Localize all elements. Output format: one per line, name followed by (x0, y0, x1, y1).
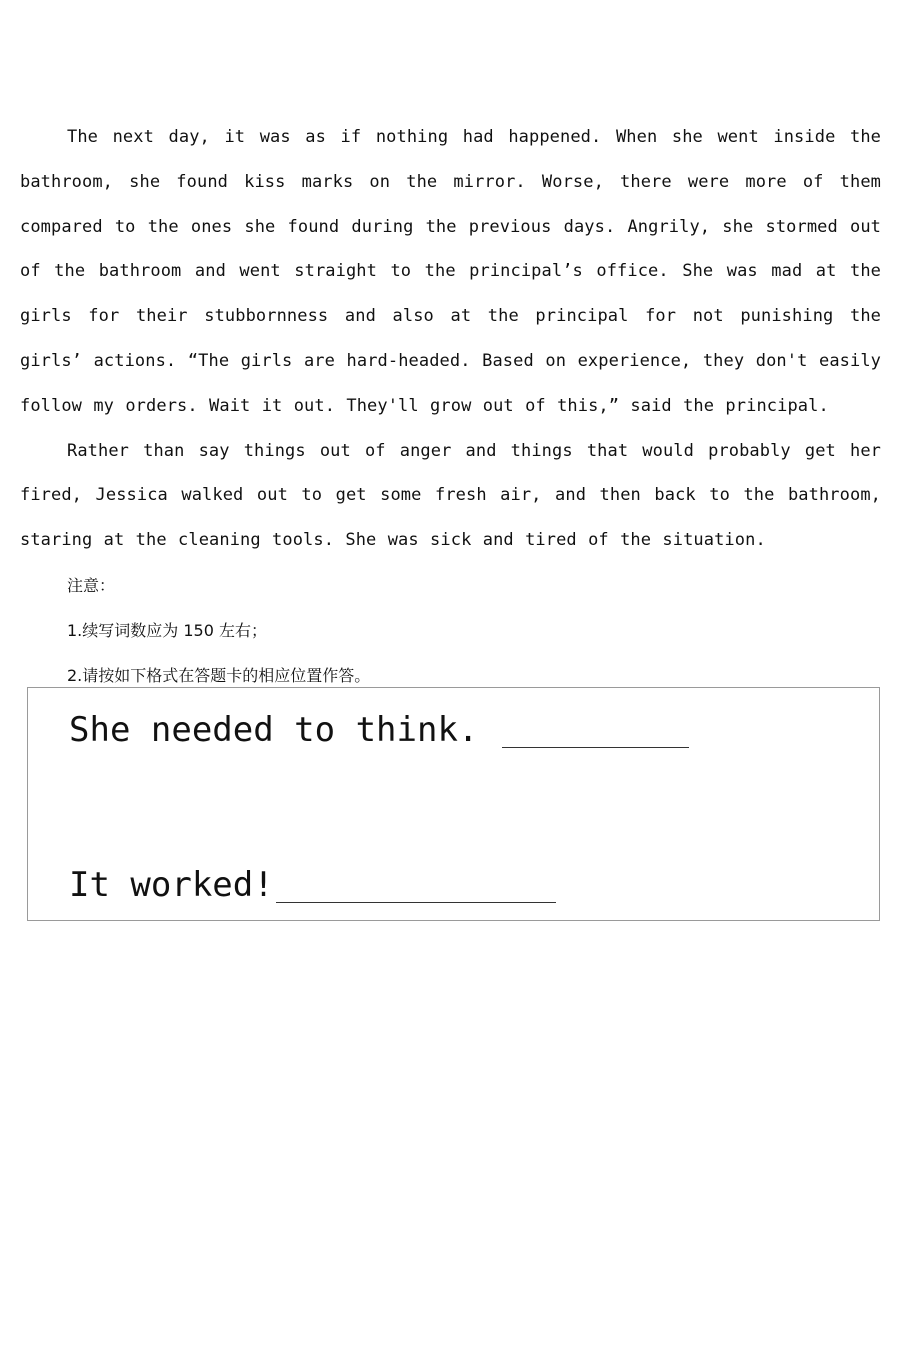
prompt-2-text: It worked! (69, 865, 274, 905)
notes-heading: 注意： (67, 576, 116, 595)
answer-blank-2 (276, 870, 556, 903)
story-passage (20, 115, 881, 563)
continuation-prompt-1 (69, 710, 689, 750)
note-item-answer-format: 2.请按如下格式在答题卡的相应位置作答。 (67, 666, 371, 685)
passage-paragraph-1: The next day, it was as if nothing had happened. When she went inside the bathroom, she found kiss marks on the mirror. Worse, there were more of them compared to the ones she found during the previous days. Angrily, she stormed out of the bathroom and went straight to the principal’s office. She was mad at the girls for their stubbornness and also at the principal for not punishing the girls’ actions. “The girls are hard-headed. Based on experience, they don't easily follow my orders. Wait it out. They'll grow out of this,” said the principal. (20, 127, 881, 416)
answer-format-box (27, 687, 880, 921)
note-item-word-count: 1.续写词数应为 150 左右； (67, 621, 267, 640)
passage-paragraph-2: Rather than say things out of anger and things that would probably get her fired, Jessica walked out to get some fresh air, and then back to the bathroom, staring at the cleaning tools. She was sick and tired of the situation. (20, 440, 881, 551)
prompt-1-text: She needed to think. (69, 710, 479, 750)
answer-blank-1 (502, 715, 689, 748)
continuation-prompt-2 (69, 865, 556, 905)
instructions-notes (67, 563, 867, 698)
